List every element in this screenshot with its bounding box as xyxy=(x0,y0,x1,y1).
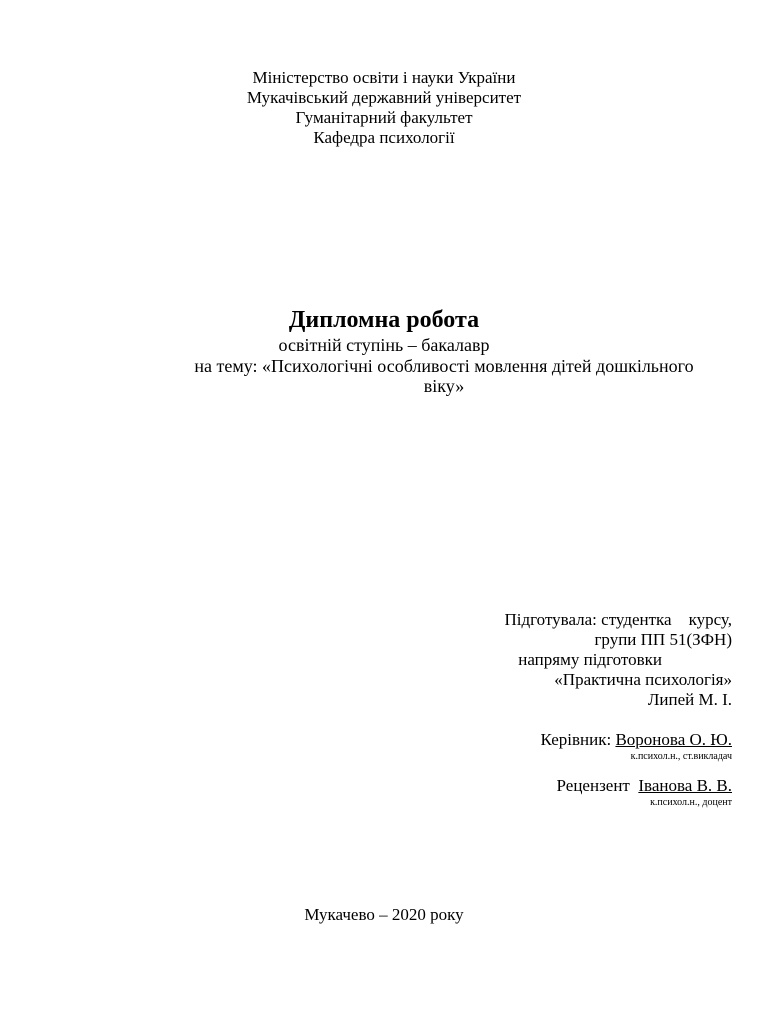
institution-header xyxy=(0,68,768,148)
topic-line-2: віку» xyxy=(423,376,465,396)
department-line: Кафедра психології xyxy=(313,128,455,147)
reviewer-title: к.психол.н., доцент xyxy=(650,797,732,808)
faculty-line: Гуманітарний факультет xyxy=(295,108,473,127)
university-line: Мукачівський державний університет xyxy=(246,88,522,107)
group-line: групи ПП 51(ЗФН) xyxy=(594,630,732,649)
ministry-line: Міністерство освіти і науки України xyxy=(252,68,516,87)
supervisor-line xyxy=(372,730,732,750)
supervisor-label: Керівник: xyxy=(540,730,616,749)
topic-line-1: на тему: «Психологічні особливості мовлення дітей дошкільного xyxy=(194,356,694,376)
title-block xyxy=(0,306,768,356)
author-info-block xyxy=(372,610,732,810)
topic-block xyxy=(150,356,738,396)
reviewer-line xyxy=(372,776,732,796)
prepared-by-line: Підготувала: студентка курсу, xyxy=(504,610,732,629)
direction-line: «Практична психологія» xyxy=(554,670,732,689)
direction-label-line: напряму підготовки xyxy=(518,650,662,669)
supervisor-name: Воронова О. Ю. xyxy=(615,730,732,749)
author-name-line: Липей М. І. xyxy=(647,690,732,709)
degree-line: освітній ступінь – бакалавр xyxy=(278,335,490,355)
reviewer-name: Іванова В. В. xyxy=(638,776,732,795)
supervisor-title: к.психол.н., ст.викладач xyxy=(630,751,732,762)
document-title: Дипломна робота xyxy=(288,307,480,333)
place-year-footer: Мукачево – 2020 року xyxy=(304,905,464,924)
reviewer-label: Рецензент xyxy=(556,776,639,795)
